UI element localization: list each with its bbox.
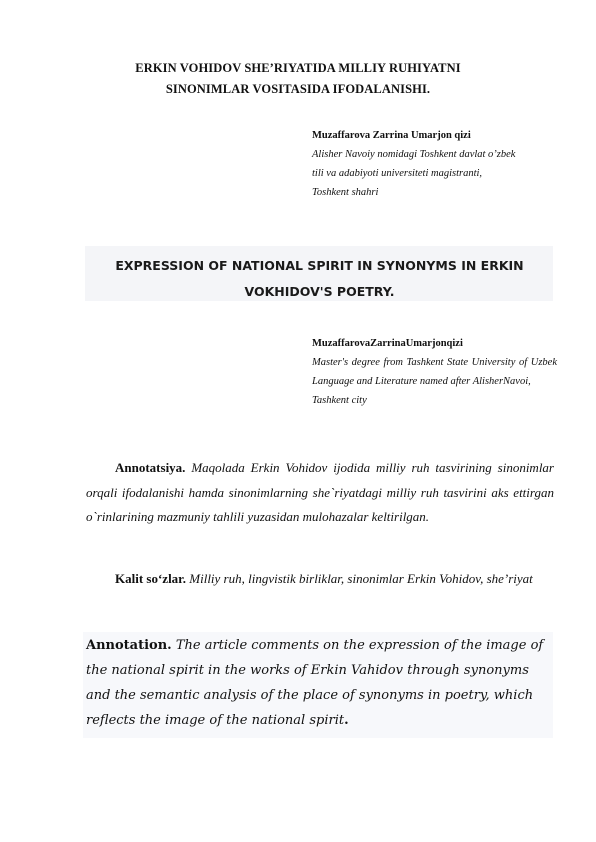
uzbek-affiliation-line-1: Alisher Navoiy nomidagi Toshkent davlat o’zbek	[312, 149, 516, 160]
keywords-text: Milliy ruh, lingvistik birliklar, sinonimlar Erkin Vohidov, she’riyat	[186, 571, 533, 586]
keywords-paragraph	[86, 567, 554, 592]
english-title-line-1: EXPRESSION OF NATIONAL SPIRIT IN SYNONYMS IN ERKIN	[115, 258, 524, 273]
annotatsiya-text: Maqolada Erkin Vohidov ijodida milliy ruh tasvirining sinonimlar orqali ifodalanishi hamda sinonimlarning she`riyatdagi milliy ruh tasvirini aks ettirgan o`rinlarining mazmuniy tahlili yuzasidan mulohazalar keltirilgan.	[86, 460, 554, 524]
annotation-end-mark: .	[344, 713, 349, 728]
english-author-name: MuzaffarovaZarrinaUmarjonqizi	[312, 338, 463, 349]
uzbek-author-block	[312, 126, 557, 202]
annotation-paragraph	[86, 633, 551, 733]
english-city: Tashkent city	[312, 395, 367, 406]
english-affiliation: Master's degree from Tashkent State University of Uzbek Language and Literature named after AlisherNavoi,	[312, 357, 557, 387]
keywords-label: Kalit so‘zlar.	[115, 571, 187, 586]
uzbek-title	[0, 58, 596, 100]
uzbek-affiliation-line-3: Toshkent shahri	[312, 187, 379, 198]
english-author-block	[312, 334, 557, 410]
annotatsiya-paragraph	[86, 456, 554, 530]
annotatsiya-label: Annotatsiya.	[115, 460, 186, 475]
annotation-label: Annotation.	[86, 638, 172, 653]
uzbek-title-line-1: ERKIN VOHIDOV SHE’RIYATIDA MILLIY RUHIYATNI	[135, 61, 461, 75]
annotation-text: The article comments on the expression of the image of the national spirit in the works of Erkin Vahidov through synonyms and the semantic analysis of the place of synonyms in poetry, which reflects the image of the national spirit	[86, 638, 544, 728]
uzbek-author-name: Muzaffarova Zarrina Umarjon qizi	[312, 130, 471, 141]
english-title	[92, 253, 547, 305]
english-title-line-2: VOKHIDOV'S POETRY.	[244, 284, 395, 299]
uzbek-title-line-2: SINONIMLAR VOSITASIDA IFODALANISHI.	[165, 82, 431, 96]
uzbek-affiliation-line-2: tili va adabiyoti universiteti magistranti,	[312, 168, 483, 179]
